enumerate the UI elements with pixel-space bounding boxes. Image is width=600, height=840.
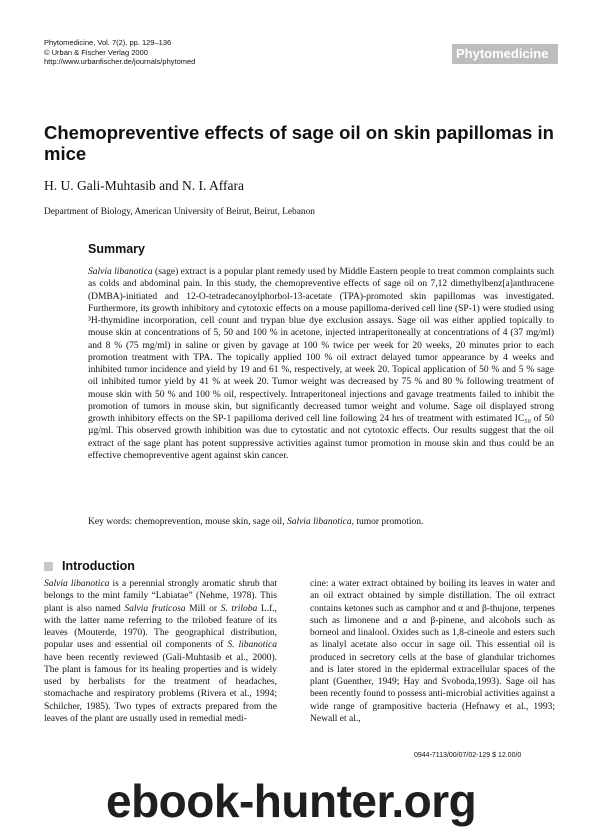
introduction-heading: Introduction	[62, 559, 135, 573]
journal-citation: Phytomedicine, Vol. 7(2), pp. 129–136	[44, 38, 172, 47]
journal-badge: Phytomedicine	[452, 44, 558, 64]
intro-text-4: have been recently reviewed (Gali-Muhtasib et al., 2000). The plant is famous for its healing properties and is widely used by herbalists for the treatment of headaches, stomachache and respiratory problems (Rivera et al., 1994; Schilcher, 1985). Two types of extracts prepared from the leaves of the plant are usually used in remedial medi-	[44, 652, 277, 724]
article-authors: H. U. Gali-Muhtasib and N. I. Affara	[44, 178, 244, 193]
introduction-left-column	[44, 578, 277, 725]
intro-text-3: L.f., with the latter name referring to the trilobed feature of its leaves (Mouterde, 1970). The geographical distribution, popular uses and essential oil components of	[44, 603, 278, 651]
keywords-species: Salvia libanotica	[286, 517, 352, 527]
keywords-label: Key words:	[88, 517, 133, 527]
summary-heading: Summary	[88, 242, 145, 256]
intro-species-3: S. triloba	[220, 603, 258, 614]
keywords-tail: , tumor promotion.	[351, 517, 424, 527]
article-title: Chemopreventive effects of sage oil on skin papillomas in mice	[44, 122, 554, 164]
watermark: ebook-hunter.org	[106, 775, 477, 827]
keywords	[88, 517, 554, 527]
keywords-text: chemoprevention, mouse skin, sage oil,	[132, 517, 287, 527]
intro-species-2: Salvia fruticosa	[124, 603, 186, 614]
journal-info	[44, 38, 195, 67]
intro-species: Salvia libanotica	[44, 579, 110, 589]
intro-species-4: S. libanotica	[227, 640, 277, 651]
summary-text	[88, 266, 554, 462]
introduction-right-column: cine: a water extract obtained by boiling its leaves in water and an oil extract obtained by simple distillation. The oil extract contains ketones such as camphor and α and β-thujone, terpenes such as limonene and α and β-pinene, and alcohols such as borneol and linalool. Oxides such as 1,8-cineole and esters such as linalyl acetate also occur in sage oil. This essential oil is produced in secretory cells at the base of glandular trichomes and is later stored in the epidermal extracellular spaces of the plant (Guenther, 1949; Hay and Svoboda,1993). Sage oil has been recently found to possess anti-microbial activities against a wide range of grampositive bacteria (Hefnawy et al., 1993; Newall et al.,	[310, 579, 555, 724]
section-marker	[44, 562, 53, 571]
article-affiliation: Department of Biology, American University of Beirut, Beirut, Lebanon	[44, 207, 315, 217]
journal-url: http://www.urbanfischer.de/journals/phytomed	[44, 57, 196, 67]
intro-text-1: is a perennial strongly aromatic shrub that belongs to the mint family “Labiatae” (Nehme, 1978). This plant is also named	[44, 579, 277, 614]
issn-code: 0944-7113/00/07/02-129 $ 12.00/0	[414, 752, 522, 759]
journal-publisher: © Urban & Fischer Verlag 2000	[44, 47, 148, 57]
summary-species: Salvia libanotica	[88, 267, 153, 277]
intro-text-2: Mill or	[185, 603, 221, 614]
summary-body: (sage) extract is a popular plant remedy used by Middle Eastern people to treat common complaints such as colds and abdominal pain. In this study, the chemopreventive effects of sage oil on 7,12 dimethylbenz[a]anthracene (DMBA)-initiated and 12-O-tetradecanoylphorbol-13-acetate (TPA)-promoted skin papillomas was investigated. Furthermore, its growth inhibitory and cytotoxic effects on a mouse papilloma-derived cell line (SP-1) were studied using ³H-thymidine incorporation, cell count and trypan blue dye exclusion assays. Sage oil was either applied topically to mouse skin at concentrations of 5, 50 and 100 % in acetone, injected intraperitoneally at concentrations of 4 (37 mg/ml) and 8 % (75 mg/ml) in saline or given by gavage at 100 % twice per week for 20 weeks, 20 minutes prior to each promotion treatment with TPA. The topically applied 100 % oil extract delayed tumor appearance by 4 weeks and inhibited tumor incidence and yield by 19 and 61 %, respectively, at week 20. Topical application of 50 % and 5 % sage oil inhibited tumor yield by 41 % at week 20. Tumor weight was decreased by 75 % and 80 % following treatment of mouse skin with 50 % and 100 % oil, respectively. Intraperitoneal injections and gavage treatments failed to inhibit the promotion of tumors in mouse skin, but significantly decreased tumor weight and volume. Sage oil displayed strong growth inhibitory effects on the SP-1 papilloma derived cell line following 24 hrs of treatment with estimated IC₅₀ of 50 µg/ml. This observed growth inhibition was due to cytostatic and not cytotoxic effects. Our results suggest that the oil extract of the sage plant has potent suppressive activities against tumor promotion in mouse skin and thus could be an effective chemopreventive agent against skin cancer.	[88, 267, 554, 461]
